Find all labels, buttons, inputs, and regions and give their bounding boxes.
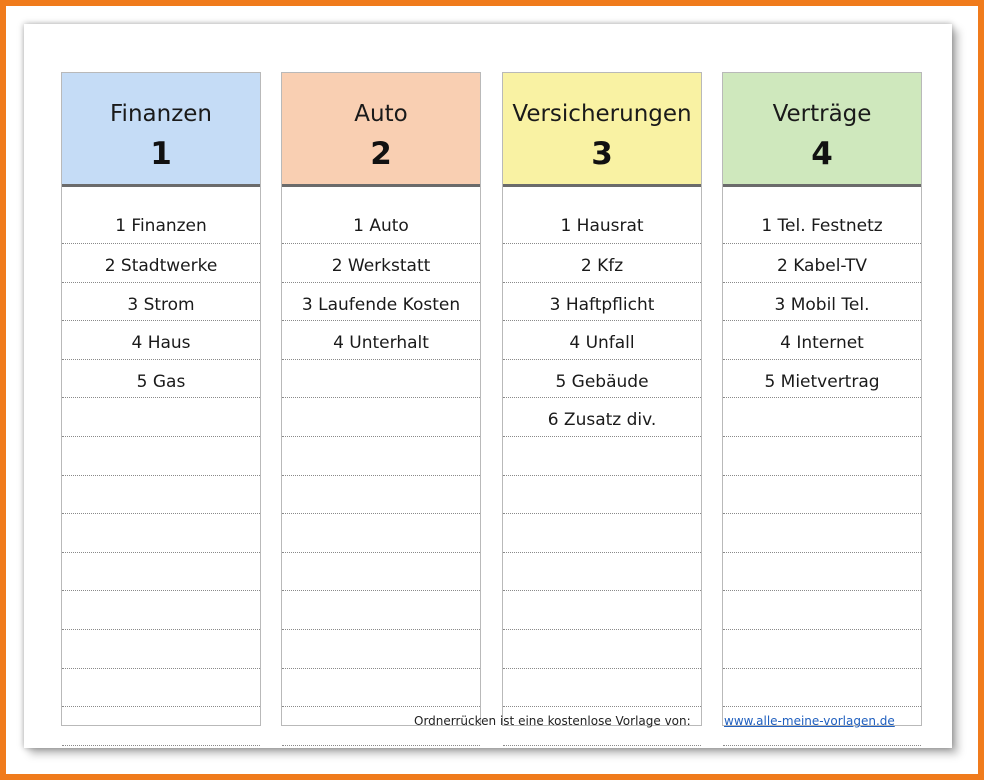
spine-row: 2 Kfz [503,244,701,283]
spine-rows [62,187,260,746]
spine-number: 2 [370,136,392,172]
spine-row [503,669,701,708]
spine-row [282,514,480,553]
spine-row: 4 Unterhalt [282,321,480,360]
spine-auto [281,72,481,726]
spine-row: 4 Internet [723,321,921,360]
spine-header [503,73,701,187]
template-sheet [24,24,952,748]
spine-row [62,398,260,437]
spine-row [723,669,921,708]
spine-row: 3 Haftpflicht [503,283,701,322]
spine-row [62,437,260,476]
spine-row [723,476,921,515]
spine-row: 2 Kabel-TV [723,244,921,283]
spine-row [723,398,921,437]
spine-vertraege [722,72,922,726]
spine-rows [503,187,701,746]
spine-row [62,707,260,746]
spine-row: 4 Haus [62,321,260,360]
spine-row [723,437,921,476]
spine-row [723,630,921,669]
spine-number: 1 [150,136,172,172]
spine-header [723,73,921,187]
spine-row [282,360,480,399]
spine-finanzen [61,72,261,726]
spine-row: 5 Gas [62,360,260,399]
spine-row [282,476,480,515]
spine-row [62,514,260,553]
spine-row [723,591,921,630]
spine-title: Verträge [772,101,872,127]
spine-row: 1 Finanzen [62,191,260,244]
spine-title: Finanzen [110,101,212,127]
spine-row [62,553,260,592]
spine-row [282,669,480,708]
spine-row [503,476,701,515]
spine-row [62,476,260,515]
spine-row [503,553,701,592]
spine-row [723,553,921,592]
spine-row: 4 Unfall [503,321,701,360]
spine-row [62,669,260,708]
spine-row [723,514,921,553]
spine-row: 6 Zusatz div. [503,398,701,437]
spine-row [503,630,701,669]
footer-text: Ordnerrücken ist eine kostenlose Vorlage von: [414,714,691,728]
spine-row [282,437,480,476]
spine-row [282,591,480,630]
spine-header [282,73,480,187]
spine-row [62,630,260,669]
spine-number: 3 [591,136,613,172]
spine-row: 3 Strom [62,283,260,322]
spine-row [282,398,480,437]
spine-title: Versicherungen [512,101,692,127]
spine-row: 3 Mobil Tel. [723,283,921,322]
spine-row: 1 Auto [282,191,480,244]
spine-row [282,630,480,669]
spine-row [503,437,701,476]
spine-row: 1 Hausrat [503,191,701,244]
spine-rows [282,187,480,746]
spine-row [503,591,701,630]
spine-title: Auto [354,101,408,127]
spine-row [503,514,701,553]
spine-row: 2 Stadtwerke [62,244,260,283]
spine-row: 3 Laufende Kosten [282,283,480,322]
spine-row: 5 Mietvertrag [723,360,921,399]
spine-header [62,73,260,187]
spine-versicherungen [502,72,702,726]
spine-row: 2 Werkstatt [282,244,480,283]
footer-link[interactable]: www.alle-meine-vorlagen.de [724,714,895,728]
spine-rows [723,187,921,746]
spine-row: 5 Gebäude [503,360,701,399]
spine-row: 1 Tel. Festnetz [723,191,921,244]
spine-row [62,591,260,630]
spine-row [282,553,480,592]
spine-number: 4 [811,136,833,172]
